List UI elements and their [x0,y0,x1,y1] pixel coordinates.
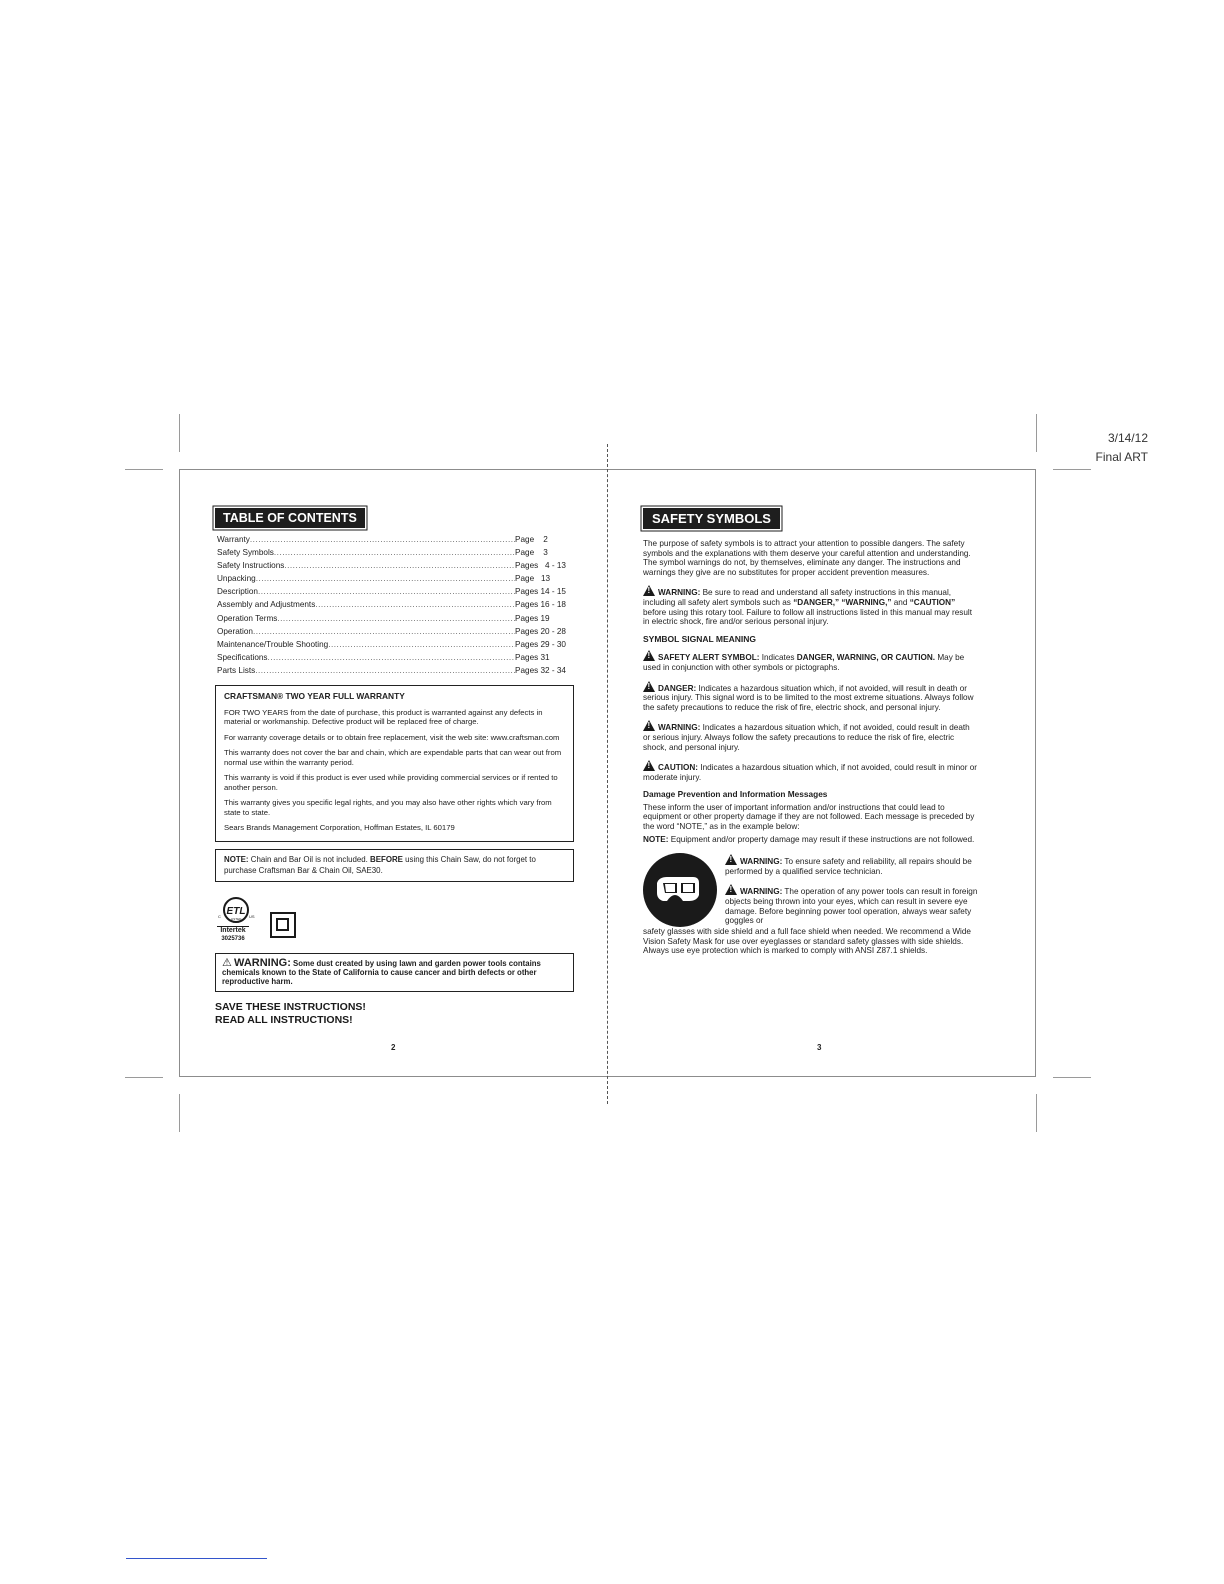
prop65-label: WARNING: [234,957,291,969]
save-line: SAVE THESE INSTRUCTIONS! [215,1001,366,1013]
toc-entry-label: Operation [217,626,253,636]
warning-paragraph [643,720,979,752]
toc-leader-dots [268,653,515,662]
toc-row [217,640,574,653]
danger-label: DANGER: [658,683,697,693]
caution-word: “CAUTION” [909,597,956,607]
warning-text: To ensure safety and reliability, all repairs should be performed by a qualified service technician. [725,857,972,876]
toc-entry-page: Pages 31 [515,652,550,662]
toc-entry-page: Pages 4 - 13 [515,561,566,571]
and-word: and [891,597,910,607]
toc-row [217,666,574,679]
toc-entry-page: Pages 14 - 15 [515,587,566,597]
toc-entry-page: Pages 20 - 28 [515,626,566,636]
toc-row [217,587,574,600]
damage-paragraph: These inform the user of important information and/or instructions that could lead to equipment or other property damage if they are not followed. Each message is preceded by the word “NOTE,” as in the example below: [643,802,975,832]
toc-leader-dots [256,574,515,583]
alert-label: SAFETY ALERT SYMBOL: [658,653,760,663]
toc-leader-dots [255,666,515,675]
toc-entry-label: Unpacking [217,574,256,584]
warning-text: before using this rotary tool. Failure to follow all instructions listed in this manual may result in electric shock, fire and/or serious personal injury. [643,607,973,627]
toc-row [217,614,574,627]
toc-entry-page: Pages 16 - 18 [515,600,566,610]
note-text: using this Chain Saw, do not forget to purchase Craftsman Bar & Chain Oil, SAE30. [224,855,536,875]
toc-row [217,653,574,666]
warranty-box [215,685,574,842]
intro-paragraph: The purpose of safety symbols is to attract your attention to possible dangers. The safety symbols and the explanations with them deserve your careful attention and understanding. The symbol warnings do not, by themselves, eliminate any danger. The instructions and warnings they give are no substitutes for proper accident prevention measures. [643,539,971,577]
toc-leader-dots [315,600,515,609]
caution-text: Indicates a hazardous situation which, if not avoided, could result in minor or moderate injury. [643,763,978,782]
crop-mark [1036,414,1037,452]
warning-label: WARNING: [658,588,701,598]
toc-entry-label: Operation Terms [217,613,278,623]
table-of-contents [217,535,574,679]
safety-alert-icon [725,884,737,895]
toc-entry-label: Warranty [217,535,250,544]
read-line: READ ALL INSTRUCTIONS! [215,1013,353,1026]
crop-mark [125,469,163,470]
intertek-name: Intertek [217,926,249,935]
note-label: NOTE: [643,834,669,844]
crop-mark [179,414,180,452]
toc-header: TABLE OF CONTENTS [215,508,365,528]
safety-alert-icon [643,585,655,596]
note-text: Chain and Bar Oil is not included. [248,855,371,864]
proof-stamp [1096,429,1148,467]
toc-entry-page: Pages 32 - 34 [515,665,566,675]
safety-alert-icon [643,760,655,771]
eye-protection-block [643,852,979,956]
toc-row [217,627,574,640]
fold-line [607,444,608,1104]
etl-c-text: C [218,914,221,919]
safety-symbols-header: SAFETY SYMBOLS [643,508,780,529]
alert-text: May be used in conjunction with other symbols or pictographs. [643,653,965,672]
toc-leader-dots [328,640,515,649]
toc-leader-dots [258,587,515,596]
etl-listed-text: LISTED [230,917,242,921]
prop65-text: Some dust created by using lawn and garden power tools contains chemicals known to the State of California to cause cancer and birth defects or other reproductive harm. [222,959,541,986]
toc-entry-label: Safety Instructions [217,561,285,571]
alert-paragraph [643,650,979,672]
toc-row [217,561,574,574]
etl-text: ETL [226,906,246,917]
double-insulation-icon [270,912,296,938]
warning-word: “WARNING,” [841,597,892,607]
warranty-paragraph: This warranty is void if this product is ever used while providing commercial services or if rented to another person. [224,773,558,792]
crop-mark [1053,1077,1091,1078]
safety-symbols-body [643,539,979,956]
warranty-title: CRAFTSMAN® TWO YEAR FULL WARRANTY [224,691,405,701]
intertek-number: 3025736 [221,936,245,942]
danger-paragraph [643,681,979,713]
safety-alert-icon [643,681,655,692]
warning-paragraph [643,585,979,626]
alert-words: DANGER, WARNING, OR CAUTION. [796,653,936,663]
page-number: 2 [391,1043,396,1052]
warning-triangle-icon: ⚠ [222,957,232,969]
safety-goggles-icon [643,853,717,927]
toc-leader-dots [284,561,515,570]
toc-entry-label: Safety Symbols [217,548,274,558]
warning-label: WARNING: [658,723,701,733]
toc-entry-page: Pages 19 [515,613,550,623]
safety-alert-icon [725,854,737,865]
alert-text: Indicates [759,653,797,663]
crop-mark [1036,1094,1037,1132]
prop65-warning-box [215,953,574,992]
warranty-paragraph: Sears Brands Management Corporation, Hoffman Estates, IL 60179 [224,823,455,832]
toc-entry-page: Pages 29 - 30 [515,639,566,649]
note-before: BEFORE [370,855,403,864]
oil-note-box [215,849,574,882]
toc-entry-label: Specifications [217,652,268,662]
danger-word: “DANGER,” [793,597,840,607]
footer-rule [126,1558,267,1559]
toc-entry-label: Assembly and Adjustments [217,600,316,610]
toc-entry-label: Maintenance/Trouble Shooting [217,639,329,649]
crop-mark [1053,469,1091,470]
toc-row [217,600,574,613]
signal-heading: SYMBOL SIGNAL MEANING [643,633,757,644]
crop-mark [179,1094,180,1132]
proof-label: Final ART [1095,450,1148,464]
note-text: Equipment and/or property damage may result if these instructions are not followed. [668,834,975,844]
toc-leader-dots [250,535,515,544]
note-label: NOTE: [224,855,249,864]
caution-paragraph [643,760,979,782]
warning-text: Indicates a hazardous situation which, if not avoided, could result in death or serious injury. Always follow the safety precautions to reduce the risk of fire, electric shock, and personal injury. [643,723,970,752]
toc-entry-page: Page 13 [515,574,551,584]
caution-label: CAUTION: [658,763,699,773]
save-instructions [215,1001,366,1026]
warning-label: WARNING: [740,887,783,897]
etl-us-text: US [249,914,255,919]
toc-row [217,535,574,548]
warning-label: WARNING: [740,857,783,867]
intertek-label [217,926,249,943]
damage-heading: Damage Prevention and Information Messages [643,789,828,800]
warranty-paragraph: For warranty coverage details or to obtain free replacement, visit the web site: www.craftsman.com [224,732,560,742]
toc-row [217,574,574,587]
warranty-paragraph: This warranty does not cover the bar and chain, which are expendable parts that can wear out from normal use within the warranty period. [224,748,562,767]
toc-entry-label: Parts Lists [217,665,256,675]
proof-date: 3/14/12 [1107,431,1148,445]
warranty-paragraph: FOR TWO YEARS from the date of purchase, this product is warranted against any defects in material or workmanship. Defective product will be replaced free of charge. [224,707,543,726]
eye-warning-continued: safety glasses with side shield and a full face shield when needed. We recommend a Wide Vision Safety Mask for use over eyeglasses or standard safety glasses with side shields. Always use eye protection which is marked to comply with ANSI Z87.1 shields. [643,927,971,956]
warning-text: Be sure to read and understand all safety instructions in this manual, including all safety alert symbols such as [643,588,952,607]
toc-entry-page: Page 3 [515,548,548,558]
warranty-paragraph: This warranty gives you specific legal rights, and you may also have other rights which vary from state to state. [224,798,552,817]
note-paragraph [643,835,979,845]
crop-mark [125,1077,163,1078]
danger-text: Indicates a hazardous situation which, if not avoided, will result in death or serious injury. This signal word is to be limited to the most extreme situations. Always follow the safety precautions to reduce the risk of fire, electric shock, and personal injury. [643,683,974,712]
warning-text: The operation of any power tools can result in foreign objects being thrown into your eyes, which can result in severe eye damage. Before beginning power tool operation, always wear safety goggles or [725,887,978,926]
toc-row [217,548,574,561]
safety-alert-icon [643,720,655,731]
toc-leader-dots [253,627,515,636]
toc-leader-dots [277,614,515,623]
page-number: 3 [817,1043,822,1052]
toc-leader-dots [274,548,515,557]
toc-entry-label: Description [217,587,258,597]
safety-alert-icon [643,650,655,661]
toc-entry-page: Page 2 [515,535,548,544]
